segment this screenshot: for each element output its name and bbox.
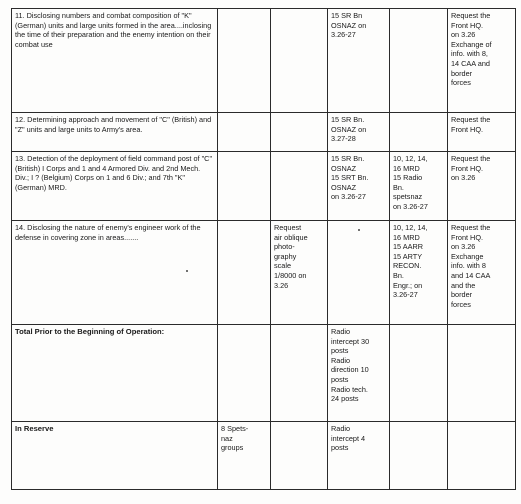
spetsnaz-cell [218, 325, 271, 422]
task-cell: 14. Disclosing the nature of enemy's engineer work of the defense in covering zone in areas....... [12, 221, 218, 325]
remarks-cell [448, 422, 516, 490]
task-cell: In Reserve [12, 422, 218, 490]
ground-recon-cell: 10, 12, 14, 16 MRD 15 Radio Bn. spetsnaz on 3.26-27 [390, 152, 448, 221]
remarks-cell: Request the Front HQ. on 3.26 Exchange of info. with 8, 14 CAA and border forces [448, 9, 516, 113]
task-cell: Total Prior to the Beginning of Operation: [12, 325, 218, 422]
ground-recon-cell: 10, 12, 14, 16 MRD 15 AARR 15 ARTY RECON. Bn. Engr.; on 3.26-27 [390, 221, 448, 325]
radio-recon-cell: 15 SR Bn. OSNAZ 15 SRT Bn. OSNAZ on 3.26-27 [328, 152, 390, 221]
ground-recon-cell [390, 9, 448, 113]
radio-recon-cell [328, 221, 390, 325]
scan-speck [186, 270, 188, 272]
air-recon-cell [271, 9, 328, 113]
remarks-cell: Request the Front HQ. on 3.26 [448, 152, 516, 221]
air-recon-cell [271, 422, 328, 490]
ground-recon-cell [390, 422, 448, 490]
air-recon-cell [271, 325, 328, 422]
spetsnaz-cell [218, 113, 271, 152]
remarks-cell: Request the Front HQ. [448, 113, 516, 152]
remarks-cell: Request the Front HQ. on 3.26 Exchange info. with 8 and 14 CAA and the border forces [448, 221, 516, 325]
radio-recon-cell: 15 SR Bn. OSNAZ on 3.27-28 [328, 113, 390, 152]
air-recon-cell: Request air oblique photo- graphy scale 1/8000 on 3.26 [271, 221, 328, 325]
ground-recon-cell [390, 113, 448, 152]
table-row [12, 422, 516, 490]
radio-recon-cell: Radio intercept 4 posts [328, 422, 390, 490]
table-row [12, 152, 516, 221]
task-cell: 12. Determining approach and movement of "C" (British) and "Z" units and large units to Army's area. [12, 113, 218, 152]
reconnaissance-plan-table [11, 8, 516, 490]
ground-recon-cell [390, 325, 448, 422]
table-row [12, 221, 516, 325]
table-row [12, 9, 516, 113]
spetsnaz-cell [218, 152, 271, 221]
spetsnaz-cell [218, 221, 271, 325]
task-cell: 11. Disclosing numbers and combat composition of "K" (German) units and large units formed in the area....inclosing the time of their preparation and the enemy intention on their combat use [12, 9, 218, 113]
scan-speck [358, 229, 360, 231]
radio-recon-cell: 15 SR Bn OSNAZ on 3.26-27 [328, 9, 390, 113]
remarks-cell [448, 325, 516, 422]
radio-recon-cell: Radio intercept 30 posts Radio direction 10 posts Radio tech. 24 posts [328, 325, 390, 422]
air-recon-cell [271, 113, 328, 152]
air-recon-cell [271, 152, 328, 221]
spetsnaz-cell [218, 9, 271, 113]
table-row [12, 113, 516, 152]
spetsnaz-cell: 8 Spets- naz groups [218, 422, 271, 490]
task-cell: 13. Detection of the deployment of field command post of "C" (British) I Corps and 1 and 4 Armored Div. and 2nd Mech. Div.; I ? (Belgium) Corps on 1 and 6 Div.; and 7th "K" (German) MRD. [12, 152, 218, 221]
table-row [12, 325, 516, 422]
